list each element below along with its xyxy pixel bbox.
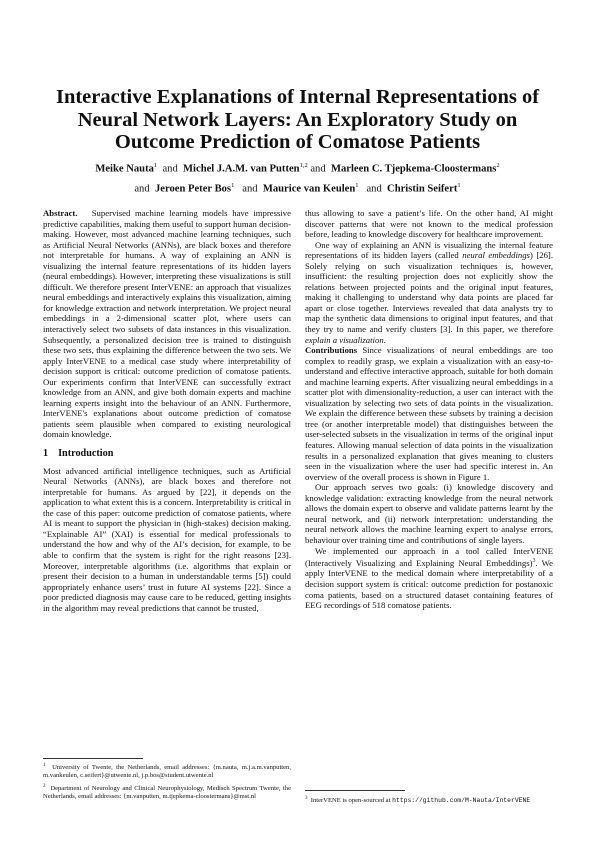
section-number: 1	[43, 448, 49, 460]
author-list	[40, 158, 555, 197]
footnote-rule	[305, 790, 405, 791]
author-line-2: and Jeroen Peter Bos$^1$ and Maurice van Keulen$^1$ and Christin Seifert$^1$	[134, 181, 461, 195]
footnote-rule	[43, 758, 143, 759]
footnote-3: $^3$ InterVENE is open-sourced at https://github.com/M-Nauta/InterVENE	[305, 796, 531, 805]
footnote-2: $^2$ Department of Neurology and Clinical Neurophysiology, Medisch Spectrum Twente, the Netherlands, email addresses: {m.vanputten, m.tjepkema-cloostermans}@mst.nl	[43, 783, 292, 800]
paragraph: Contributions Since visualizations of neural embeddings are too complex to readily grasp, we explain a visualization with an easy-to-understand and effective interactive approach, suitable for both domain and machine learning experts. After visualizing neural embeddings in a scatter plot with dimensionality-reduction, a user can interact with the visualization by selecting two sets of data points in the visualization. We explain the difference between these subsets by training a decision tree (or another interpretable model) that distinguishes between the user-selected subsets in the visualization in terms of the original input features. Allowing manual selection of data points in the visualization results in a personalized explanation that gives meaning to clusters seen in the visualization where the user had specific interest in. An overview of the overall process is shown in Figure 1.	[305, 345, 553, 482]
author-name: Jeroen Peter Bos	[154, 183, 232, 195]
author-name: Maurice van Keulen	[262, 183, 356, 195]
abstract-text: Supervised machine learning models have impressive predictive capabilities, making them useful to support human decision-making. However, most advanced machine learning techniques, such as Artificial Neural Networks (ANNs), are black boxes and therefore not interpretable for humans. A way of explaining an ANN is visualizing the internal feature representations of its hidden layers (neural embeddings). However, interpreting these visualizations is still difficult. We therefore present InterVENE: an approach that visualizes neural embeddings and interactively explains this visualization, aiming for knowledge extraction and network interpretation. We project neural embeddings in a 2-dimensional scatter plot, where users can interactively select two subsets of data instances in this visualization. Subsequently, a personalized decision tree is trained to distinguish these two sets, thus explaining the difference between the two sets. We apply InterVENE to a medical case study where interpretability of decision support is critical: outcome prediction of comatose patients. Our experiments confirm that InterVENE can successfully extract knowledge from an ANN, and give both domain experts and machine learning experts insight into the behaviour of an ANN. Furthermore, InterVENE's explanations about outcome prediction of comatose patients seem plausible when compared to existing neurological domain knowledge.	[43, 208, 291, 440]
paragraph: We implemented our approach in a tool called InterVENE (Interactively Visualizing and Explaining Neural Embeddings)$^3$. We apply InterVENE to the medical domain where interpretability of a decision support system is critical: outcome prediction for postanoxic coma patients, based on a structured dataset containing features of EEG recordings of 518 comatose patients.	[305, 545, 553, 611]
paper-title: Interactive Explanations of Internal Representations of Neural Network Layers: An Exploratory Study on Outcome Prediction of Comatose Patients	[55, 86, 540, 153]
author-name: Meike Nauta	[95, 163, 154, 175]
author-name: Christin Seifert	[387, 183, 458, 195]
left-column	[43, 208, 291, 613]
section-title: Introduction	[58, 448, 114, 460]
author-name: Michel J.A.M. van Putten	[183, 163, 300, 175]
paragraph: Our approach serves two goals: (i) knowledge discovery and knowledge validation: extracting knowledge from the neural network allows the domain expert to observe and validate patterns learnt by the neural network, and (ii) network interpretation: understanding the neural network allows the machine learning expert to analyse errors, behaviour over training time and contributions of single layers.	[305, 482, 553, 545]
right-column	[305, 208, 553, 611]
footnote-1: $^1$ University of Twente, the Netherlands, email addresses: {m.nauta, m.j.a.m.vanputten, m.vankeulen, c.seifert}@utwente.nl, j.p.bos@student.utwente.nl	[43, 763, 291, 780]
author-line-1: Meike Nauta$^1$ and Michel J.A.M. van Putten$^{1,2}$ and Marleen C. Tjepkema-Cloostermans$^2$	[95, 162, 500, 175]
contributions-label: Contributions	[305, 345, 358, 356]
repository-link[interactable]: https://github.com/M-Nauta/InterVENE	[392, 797, 531, 805]
intro-paragraph: Most advanced artificial intelligence techniques, such as Artificial Neural Networks (ANNs), are black boxes and therefore not interpretable for humans. As argued by [22], it depends on the application to what extent this is a concern. Interpretability is critical in the case of this paper: outcome prediction of comatose patients, where AI is meant to support the physician in (high-stakes) decision making. “Explainable AI” (XAI) is essential for medical professionals to understand the how and why of the AI’s decision, for example, to be able to confirm that the system is right for the right reasons [23]. Moreover, interpretable algorithms (i.e. algorithms that explain or present their decision to a human in understandable terms [5]) could appropriately enhance users’ trust in future AI systems [22]. Since a poor predicted diagnosis may cause care to be reduced, getting insights in the algorithm may reveal predictions that cannot be trusted,	[43, 465, 291, 613]
abstract-label: Abstract.	[43, 208, 78, 218]
footnotes-left	[43, 762, 291, 801]
paragraph: One way of explaining an ANN is visualizing the internal feature representations of its hidden layers (called neural embeddings) [26]. Solely relying on such visualization techniques is, however, insufficient: the resulting projection does not explicitly show the relations between projected points and the original input features, making it challenging to understand why data points are placed far apart or close together. Interviews revealed that data analysts try to map the synthetic data dimensions to original input features, and that they try to name and verify clusters [3]. In this paper, we therefore explain a visualization.	[305, 239, 554, 345]
paragraph: thus allowing to save a patient’s life. On the other hand, AI might discover patterns that were not known to the medical profession before, leading to knowledge discovery for healthcare improvement.	[305, 208, 553, 240]
author-name: Marleen C. Tjepkema-Cloostermans	[330, 163, 497, 175]
section-heading	[43, 449, 291, 460]
abstract	[43, 208, 291, 440]
